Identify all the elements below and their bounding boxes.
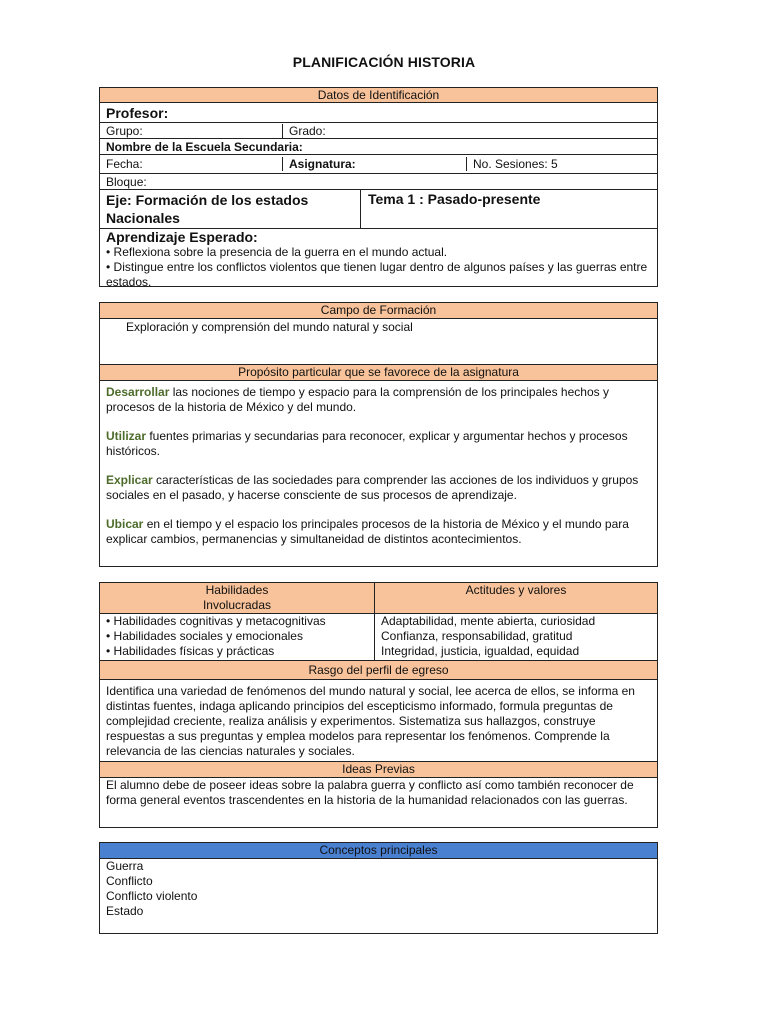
grupo-label: Grupo: (106, 123, 143, 138)
campo-proposito-table (99, 302, 658, 567)
identification-table (99, 87, 658, 287)
eje-row (100, 190, 657, 229)
ideas-header: Ideas Previas (100, 762, 657, 778)
habilidad-item: • Habilidades físicas y prácticas (106, 644, 275, 658)
habilidades-header: Habilidades Involucradas (202, 583, 272, 612)
proposito-item: Utilizar fuentes primarias y secundarias para reconocer, explicar y argumentar hechos y procesos históricos. (106, 429, 628, 458)
aprendizaje-title: Aprendizaje Esperado: (106, 229, 258, 245)
fecha-label: Fecha: (106, 157, 143, 171)
habilidades-table (99, 582, 658, 828)
bloque-row (100, 174, 657, 190)
tema-label: Tema 1 : Pasado-presente (360, 190, 657, 228)
proposito-item: Ubicar en el tiempo y el espacio los principales procesos de la historia de México y el mundo para explicar cambios, permanencias y simultaneidad de distintos acontecimientos. (106, 517, 629, 546)
fecha-row (100, 155, 657, 174)
conceptos-header: Conceptos principales (100, 843, 657, 859)
asignatura-label: Asignatura: (282, 157, 466, 171)
proposito-body (100, 381, 657, 548)
habilidad-item: • Habilidades cognitivas y metacognitivas (106, 614, 326, 628)
aprendizaje-item: • Distingue entre los conflictos violentos que tienen lugar dentro de algunos países y las guerras entre estados. (106, 260, 648, 289)
concepto-item: Guerra (106, 859, 144, 873)
proposito-item: Explicar características de las sociedades para comprender las acciones de los individuos y grupos sociales en el pasado, y hacerse consciente de sus procesos de aprendizaje. (106, 473, 639, 502)
escuela-row (100, 139, 657, 155)
habilidades-list (100, 614, 374, 660)
actitud-item: Integridad, justicia, igualdad, equidad (381, 644, 580, 658)
conceptos-table (99, 842, 658, 934)
habilidades-body-row (100, 614, 657, 661)
proposito-item: Desarrollar las nociones de tiempo y espacio para la comprensión de los principales hechos y procesos de la historia de México y del mundo. (106, 385, 609, 414)
actitudes-list (374, 614, 657, 660)
concepto-item: Conflicto violento (106, 889, 198, 903)
profesor-label: Profesor: (106, 104, 169, 121)
grupo-row (100, 123, 657, 139)
ideas-text: El alumno debe de poseer ideas sobre la palabra guerra y conflicto así como también reconocer de forma general eventos trascendentes en la historia de la humanidad relacionados con las guerras. (106, 778, 634, 807)
grado-label: Grado: (282, 124, 657, 138)
profesor-row (100, 103, 657, 123)
identification-header: Datos de Identificación (100, 88, 657, 103)
proposito-header: Propósito particular que se favorece de la asignatura (100, 365, 657, 381)
rasgo-header: Rasgo del perfil de egreso (100, 661, 657, 680)
aprendizaje-section (100, 229, 657, 291)
sesiones-label: No. Sesiones: 5 (466, 157, 657, 171)
concepto-item: Estado (106, 904, 144, 918)
page-title: PLANIFICACIÓN HISTORIA (292, 54, 476, 70)
actitud-item: Confianza, responsabilidad, gratitud (381, 629, 573, 643)
conceptos-list (100, 859, 657, 920)
concepto-item: Conflicto (106, 874, 153, 888)
actitud-item: Adaptabilidad, mente abierta, curiosidad (381, 614, 596, 628)
habilidades-header-row (100, 583, 657, 614)
campo-text: Exploración y comprensión del mundo natural y social (100, 319, 657, 365)
campo-header: Campo de Formación (100, 303, 657, 319)
escuela-label: Nombre de la Escuela Secundaria: (106, 139, 303, 154)
aprendizaje-item: • Reflexiona sobre la presencia de la guerra en el mundo actual. (106, 245, 448, 259)
eje-label: Eje: Formación de los estados Nacionales (106, 192, 309, 226)
habilidad-item: • Habilidades sociales y emocionales (106, 629, 303, 643)
rasgo-text: Identifica una variedad de fenómenos del mundo natural y social, lee acerca de ellos, se informa en distintas fuentes, indaga aplicando principios del escepticismo informado, formula preguntas de complejidad creciente, realiza análisis y experimentos. Sistematiza sus hallazgos, construye respuestas a sus preguntas y emplea modelos para representar los fenómenos. Comprende la relevancia de las ciencias naturales y sociales. (100, 680, 657, 762)
bloque-label: Bloque: (106, 174, 147, 189)
actitudes-header: Actitudes y valores (374, 583, 657, 613)
